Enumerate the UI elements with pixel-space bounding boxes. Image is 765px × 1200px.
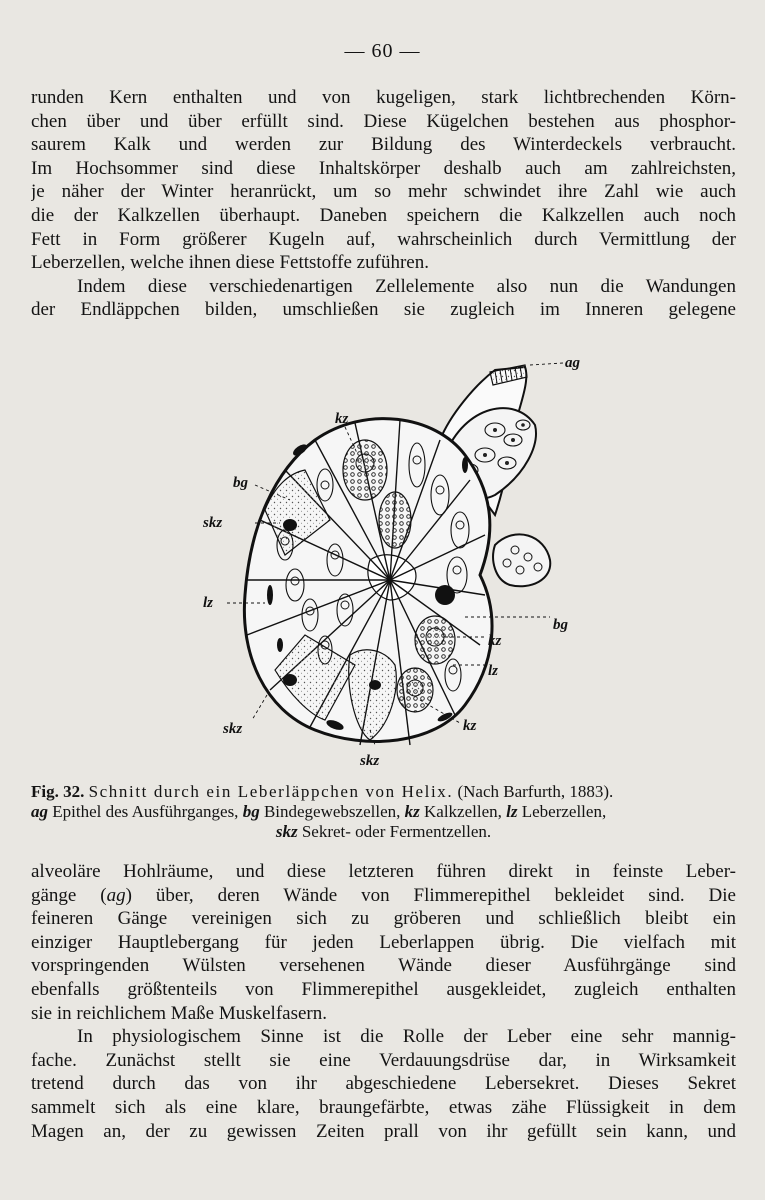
abbr-skz: skz (275, 822, 298, 841)
text-line: fache. Zunächst stellt sie eine Verdauungsdrüse dar, in Wirksamkeit (31, 1049, 736, 1071)
figure-source: (Nach Barfurth, 1883). (457, 782, 614, 801)
text-line: In physiologischem Sinne ist die Rolle der Leber eine sehr mannig- (77, 1026, 736, 1048)
abbr-ag: ag (31, 802, 48, 821)
label-bg-left: bg (233, 475, 248, 491)
abbr-ag-text: Epithel des Ausführganges, (52, 802, 239, 821)
label-skz-bottom-left: skz (223, 721, 243, 737)
caption-line (31, 782, 736, 802)
abbr-ag-inline: ag (106, 884, 126, 906)
figure-title: Schnitt durch ein Leberläppchen von Helix. (88, 782, 454, 801)
text-line: Fett in Form größerer Kugeln auf, wahrscheinlich durch Vermittlung der (31, 228, 736, 250)
abbr-bg-text: Bindegewebszellen, (263, 802, 401, 821)
label-skz-bottom: skz (360, 753, 380, 769)
text-line: tretend durch das von ihr abgeschiedene Lebersekret. Dieses Sekret (31, 1073, 736, 1095)
abbr-lz-text: Leberzellen, (521, 802, 607, 821)
text-line: der Endläppchen bilden, umschließen sie zugleich im Inneren gelegene (31, 299, 736, 321)
text-line: je näher der Winter heranrückt, um so mehr schwindet ihre Zahl wie auch (31, 181, 736, 203)
text-line: runden Kern enthalten und von kugeligen, stark lichtbrechenden Körn- (31, 87, 736, 108)
label-skz-left: skz (203, 515, 223, 531)
liver-lobule-figure (195, 345, 615, 775)
abbr-kz-text: Kalkzellen, (424, 802, 502, 821)
liver-lobule-illustration (195, 345, 615, 775)
paragraph-top (31, 86, 736, 322)
text-line: chen über und über erfüllt sind. Diese Kügelchen bestehen aus phosphor- (31, 110, 736, 132)
text-line: alveoläre Hohlräume, und diese letzteren führen direkt in feinste Leber- (31, 861, 736, 882)
text-line (31, 884, 736, 908)
abbr-kz: kz (404, 802, 420, 821)
abbr-lz: lz (506, 802, 518, 821)
text-line: Indem diese verschiedenartigen Zellelemente also nun die Wandungen (77, 275, 736, 297)
text-line: sammelt sich als eine klare, braungefärbte, etwas zähe Flüssigkeit in dem (31, 1096, 736, 1118)
text-line: einziger Hauptlebergang für jeden Leberlappen übrig. Die vielfach mit (31, 931, 736, 953)
caption-line (31, 822, 736, 842)
text-fragment: gänge ( (31, 884, 107, 906)
text-fragment: ) über, deren Wände von Flimmerepithel bekleidet sind. Die (125, 884, 736, 906)
text-line: sie in reichlichem Maße Muskelfasern. (31, 1002, 327, 1024)
page-number: — 60 — (344, 40, 421, 62)
label-kz-top: kz (335, 411, 349, 427)
paragraph-bottom (31, 860, 736, 1143)
text-line: Magen an, der zu gewissen Zeiten prall von ihr gefüllt sein kann, und (31, 1120, 736, 1142)
text-line: Im Hochsommer sind diese Inhaltskörper deshalb auch am zahlreichsten, (31, 157, 736, 179)
figure-number: Fig. 32. (31, 782, 85, 801)
label-kz-bottom-right: kz (463, 718, 477, 734)
figure-caption (31, 782, 736, 842)
abbr-bg: bg (242, 802, 260, 821)
label-bg-right: bg (553, 617, 568, 633)
label-lz-left: lz (203, 595, 214, 611)
abbr-skz-text: Sekret- oder Fermentzellen. (301, 822, 492, 841)
text-line: saurem Kalk und werden zur Bildung des Winterdeckels verbraucht. (31, 134, 736, 156)
text-line: feineren Gänge vereinigen sich zu gröberen und schließlich bleibt ein (31, 908, 736, 930)
text-line: die der Kalkzellen überhaupt. Daneben speichern die Kalkzellen auch noch (31, 204, 736, 226)
text-line: vorspringenden Wülsten versehenen Wände dieser Ausführgänge sind (31, 955, 736, 977)
label-kz-right: kz (488, 633, 502, 649)
text-line: ebenfalls größtenteils von Flimmerepithel ausgekleidet, zugleich enthalten (31, 978, 736, 1000)
label-lz-right: lz (488, 663, 499, 679)
label-ag: ag (565, 355, 580, 371)
text-line: Leberzellen, welche ihnen diese Fettstoffe zuführen. (31, 252, 429, 274)
caption-line (31, 802, 736, 822)
